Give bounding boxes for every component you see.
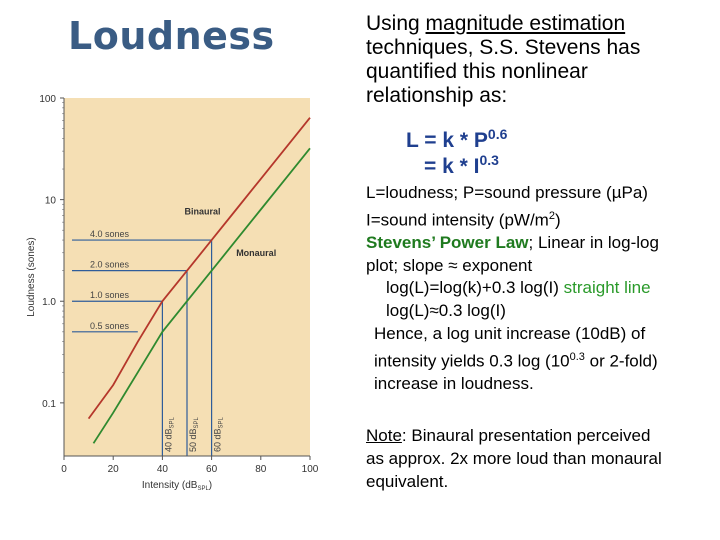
sones-reference-label: 0.5 sones [90, 320, 130, 331]
defs-line5 [366, 277, 659, 300]
intro-line1-underlined: magnitude estimation [425, 12, 626, 35]
db-reference-label-sub: SPL [194, 417, 200, 429]
slide-title: Loudness [68, 14, 275, 58]
y-tick-label: 0.1 [42, 398, 56, 410]
intro-text [366, 12, 640, 108]
defs-line1: L=loudness; P=sound pressure (µPa) [366, 183, 648, 202]
x-axis-label: Intensity $(dB_{SPL})$ [141, 480, 213, 492]
definitions-block [366, 182, 659, 396]
y-tick-label: 100 [39, 94, 56, 105]
defs-line3-rest: ; Linear in log-log [528, 233, 659, 253]
defs-line8-sup: 0.3 [569, 350, 585, 363]
x-tick-label: 100 [301, 464, 319, 475]
equation-2 [424, 152, 499, 179]
note-label: Note [366, 426, 402, 445]
x-axis-label-sub: SPL [197, 486, 209, 492]
y-tick-label: 10 [44, 195, 56, 207]
note-line3: equivalent. [366, 472, 449, 491]
note-block [366, 424, 662, 493]
x-tick-label: 60 [206, 464, 218, 475]
intro-line2: techniques, S.S. Stevens has [366, 36, 641, 59]
defs-line3 [366, 232, 659, 255]
equation-1-base: L = k * P [406, 129, 488, 152]
defs-line2-sup: 2 [548, 209, 555, 222]
defs-line2-pre: I=sound intensity (pW/m [366, 210, 549, 230]
sones-reference-label: 4.0 sones [90, 229, 130, 240]
series-label-binaural: Binaural [184, 206, 221, 217]
series-label-monaural: Monaural [236, 247, 277, 258]
loudness-chart [0, 88, 330, 498]
y-axis-label: Loudness (sones) [26, 237, 37, 317]
intro-line3: quantified this nonlinear [366, 60, 588, 83]
x-tick-label: 0 [61, 464, 67, 475]
note-line2: as approx. 2x more loud than monaural [366, 449, 662, 468]
defs-line9: increase in loudness. [374, 373, 534, 393]
straight-line-label: straight line [563, 278, 651, 298]
intro-line4: relationship as: [366, 84, 508, 107]
db-reference-label-sub: SPL [169, 417, 176, 429]
x-tick-label: 80 [255, 464, 267, 475]
note-line1-rest: : Binaural presentation perceived [401, 426, 651, 445]
x-tick-label: 20 [107, 464, 119, 475]
db-reference-label: 40 $dB_{SPL}$ [163, 417, 176, 452]
db-reference-label-sub: SPL [218, 417, 225, 429]
defs-line2 [366, 205, 659, 232]
equation-2-base: = k * I [424, 155, 480, 178]
equation-2-exponent: 0.3 [479, 152, 499, 168]
defs-line2-post: ) [554, 210, 561, 230]
x-tick-label: 40 [156, 464, 168, 475]
db-reference-label: 60 $dB_{SPL}$ [212, 417, 225, 452]
defs-line4: plot; slope ≈ exponent [366, 255, 533, 275]
sones-reference-label: 2.0 sones [90, 259, 130, 270]
sones-reference-label: 1.0 sones [90, 290, 130, 301]
defs-line7: Hence, a log unit increase (10dB) of [374, 323, 646, 343]
equation-1-exponent: 0.6 [487, 126, 508, 142]
x-axis-label-end: ) [208, 480, 213, 491]
y-tick-label: 1.0 [42, 297, 56, 309]
defs-line8-pre: intensity yields 0.3 log (10 [374, 351, 570, 371]
defs-line6: log(L)≈0.3 log(I) [386, 301, 506, 321]
intro-line1-pre: Using [366, 12, 426, 35]
equation-1 [406, 126, 507, 153]
defs-line8-post: or 2-fold) [584, 351, 658, 371]
stevens-law-label: Stevens’ Power Law [366, 233, 529, 253]
db-reference-label: 50 $dB_{SPL}$ [188, 417, 200, 452]
defs-line8 [366, 346, 659, 373]
defs-line5-pre: log(L)=log(k)+0.3 log(I) [386, 278, 564, 298]
